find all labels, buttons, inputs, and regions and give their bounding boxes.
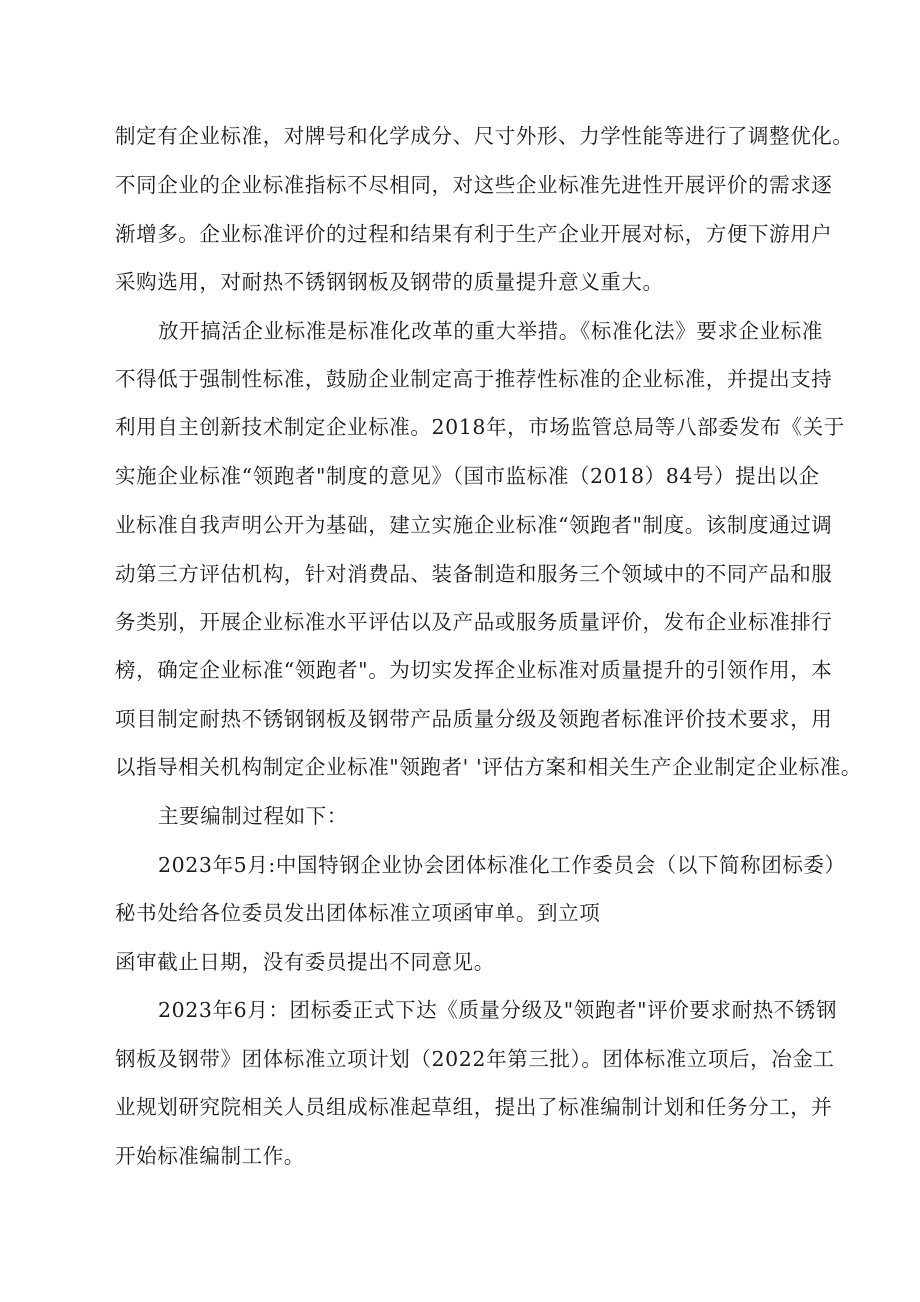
text-line: 业标准自我声明公开为基础，建立实施企业标准“领跑者"制度。该制度通过调 — [115, 513, 833, 537]
text-line: 采购选用，对耐热不锈钢钢板及钢带的质量提升意义重大。 — [115, 270, 664, 294]
text-line: 榜，确定企业标准“领跑者"。为切实发挥企业标准对质量提升的引领作用，本 — [115, 658, 833, 682]
text-line: 开始标准编制工作。 — [115, 1144, 305, 1168]
text-line: 主要编制过程如下： — [158, 804, 348, 828]
text-line: 不得低于强制性标准，鼓励企业制定高于推荐性标准的企业标准，并提出支持 — [115, 367, 833, 391]
text-line: 项目制定耐热不锈钢钢板及钢带产品质量分级及领跑者标准评价技术要求，用 — [115, 707, 833, 731]
text-line: 2023年6月：团标委正式下达《质量分级及"领跑者"评价要求耐热不锈钢 — [158, 998, 838, 1022]
text-line: 2023年5月:中国特钢企业协会团体标准化工作委员会（以下简称团标委） — [158, 853, 846, 877]
text-line: 利用自主创新技术制定企业标准。2018年，市场监管总局等八部委发布《关于 — [115, 415, 845, 439]
text-line: 不同企业的企业标准指标不尽相同，对这些企业标准先进性开展评价的需求逐 — [115, 173, 833, 197]
text-line: 业规划研究院相关人员组成标准起草组，提出了标准编制计划和任务分工，并 — [115, 1095, 833, 1119]
text-line: 实施企业标准“领跑者"制度的意见》（国市监标准（2018）84号）提出以企 — [115, 464, 820, 488]
text-line: 钢板及钢带》团体标准立项计划（2022年第三批）。团体标准立项后，冶金工 — [115, 1047, 835, 1071]
text-line: 渐增多。企业标准评价的过程和结果有利于生产企业开展对标，方便下游用户 — [115, 222, 833, 246]
text-line: 放开搞活企业标准是标准化改革的重大举措。《标准化法》要求企业标准 — [158, 319, 823, 343]
text-line: 秘书处给各位委员发出团体标准立项函审单。到立项 — [115, 901, 601, 925]
text-line: 务类别，开展企业标准水平评估以及产品或服务质量评价，发布企业标准排行 — [115, 610, 833, 634]
text-line: 制定有企业标准，对牌号和化学成分、尺寸外形、力学性能等进行了调整优化。 — [115, 124, 854, 148]
text-line: 以指导相关机构制定企业标准"领跑者' '评估方案和相关生产企业制定企业标准。 — [115, 755, 863, 779]
text-line: 函审截止日期，没有委员提出不同意见。 — [115, 950, 495, 974]
text-line: 动第三方评估机构，针对消费品、装备制造和服务三个领域中的不同产品和服 — [115, 562, 833, 586]
